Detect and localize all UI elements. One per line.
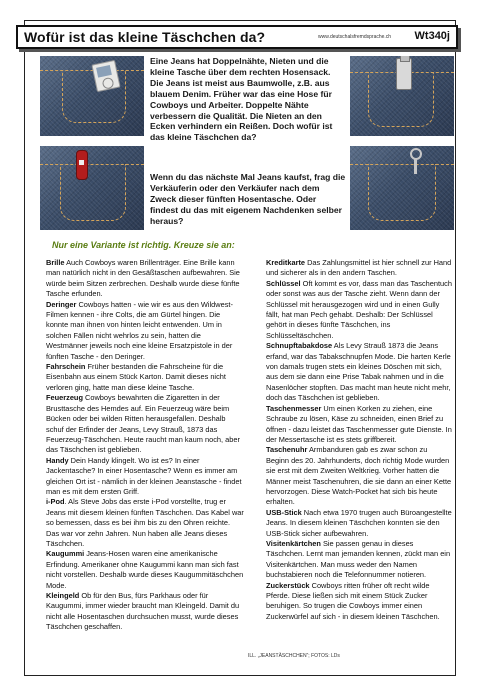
answer-option[interactable] [266,404,452,446]
option-text: Cowboys ritten früher oft recht wilde Pferde. Diese ließen sich mit einem Stück Zucker beruhigen. So trugen die Cowboys immer einen Zuckerwürfel auf sich - in diesem kleinen Täschchen. [266,580,440,621]
image-credit: ILL. „JEANSTÄSCHCHEN“; FOTOS: LDs [248,653,340,659]
answer-option[interactable] [46,456,244,498]
worksheet-code: Wt340j [414,30,450,42]
option-text: Armbanduren gab es zwar schon zu Beginn des 20. Jahrhunderts, doch richtig Mode wurden sie erst mit dem Zweiten Weltkrieg. Vorher hatten die Männer meist Taschenuhren, die sie dann an einer Kette hervorzogen. Diese Watch-Pocket hat sich bis heute erhalten. [266,445,452,507]
option-term: Schnupftabakdose [266,341,333,351]
jeans-pocket-with-keys-photo [350,146,454,230]
answer-option[interactable] [46,549,244,591]
option-term: USB-Stick [266,507,302,517]
intro-paragraph-2: Wenn du das nächste Mal Jeans kaufst, frag die Verkäuferin oder den Verkäufer nach dem Zweck dieser fünften Hosentasche. Oder findest du das mit eigenem Nachdenken selber heraus? [150,172,346,226]
answer-option[interactable] [46,362,244,393]
instruction: Nur eine Variante ist richtig. Kreuze sie an: [52,240,235,250]
option-term: Kreditkarte [266,258,306,267]
option-term: Handy [46,455,69,465]
option-term: i-Pod [46,497,65,507]
pocketknife-icon [76,150,88,180]
option-term: Kleingeld [46,591,80,600]
option-text: Jeans-Hosen waren eine amerikanische Erfindung. Amerikaner ohne Kaugummi kann man sich fast nicht vorstellen. Deshalb wurde dieses Kaugummitäschchen Mode. [46,549,244,590]
answer-option[interactable] [46,393,244,455]
answer-option[interactable] [266,445,452,507]
jeans-pocket-with-ipod-photo [40,56,144,136]
option-text: Früher bestanden die Fahrscheine für die Eisenbahn aus einem Stück Karton. Damit dieses nicht verloren ging, hatte man diese kleine Tasche. [46,362,226,392]
usb-stick-icon [396,58,412,90]
option-term: Brille [46,258,65,267]
option-term: Zuckerstück [266,580,310,590]
option-text: Um einen Korken zu ziehen, eine Schraube zu lösen, Käse zu schneiden, einen Brief zu öffnen - dazu leistet das Taschenmesser gute Dienste. In der Messertasche ist es stets griffbereit. [266,403,452,444]
option-text: . Als Steve Jobs das erste i-Pod vorstellte, trug er Jeans mit diesem kleinen fünften Täschchen. Das Kabel war so bemessen, dass es bei ihm bis zu den Ohren reichte. Das war vor zehn Jahren. Nun haben alle Jeans dieses Täschchen. [46,497,244,548]
option-text: Dein Handy klingelt. Wo ist es? In einer Jackentasche? In einer Hosentasche? Wenn es immer am gleichen Ort ist - nämlich in der kleinen Jeanstasche - findet man es mit dem ersten Griff. [46,455,242,496]
option-term: Deringer [46,299,77,309]
option-term: Fahrschein [46,362,86,372]
option-text: Als Levy Strauß 1873 die Jeans erfand, war das Tabakschnupfen Mode. Die harten Kerle von damals trugen stets ein kleines Döschen mit sich, aus dem sie dann eine Prise Tabak nahmen und in die Nasenlöcher stopften. Das macht man heute nicht mehr, doch das Täschchen ist geblieben. [266,341,451,403]
jeans-pocket-with-pocketknife-photo [40,146,144,230]
answer-option[interactable] [266,258,452,279]
worksheet-header [16,25,458,49]
options-right-column [266,258,452,622]
answer-option[interactable] [266,581,452,623]
option-term: Taschenmesser [266,403,322,413]
option-term: Schlüssel [266,278,301,288]
option-term: Taschenuhr [266,445,308,455]
answer-option[interactable] [266,279,452,341]
answer-option[interactable] [46,497,244,549]
option-text: Nach etwa 1970 trugen auch Büroangestellte Jeans. In diesem kleinen Täschchen konnten sie den USB-Stick sicher aufbewahren. [266,507,452,538]
option-term: Visitenkärtchen [266,538,321,548]
option-text: Cowboys bewahrten die Zigaretten in der Brusttasche des Hemdes auf. Ein Feuerzeug wäre beim Bücken oder bei wilden Ritten herausgefallen. Deshalb schuf der Erfinder der Jeans, Levy Strauß, 1873 das Feuerzeug-Täschchen. Heute raucht man kaum noch, aber das Täschchen ist geblieben. [46,393,240,455]
answer-option[interactable] [266,341,452,403]
option-text: Cowboys hatten - wie wir es aus den Wildwest-Filmen kennen - ihre Colts, die am Gürtel hingen. Die konnte man ihnen von hinten leicht entwenden. Um in solchen Fällen nicht wehrlos zu sein, hatten die Westmänner jeweils noch eine kleine Ersatzpistole in der fünften Tasche - den Deringer. [46,299,233,361]
answer-option[interactable] [46,591,244,633]
intro-paragraph-1: Eine Jeans hat Doppelnähte, Nieten und die kleine Tasche über dem rechten Hosensack. Die Jeans ist meist aus Baumwolle, z.B. aus blauem Denim. Früher war das eine Hose für Cowboys und Arbeiter. Doppelte Nähte verbessern die Qualität. Die Nieten an den Ecken verhindern ein Reißen. Doch wofür ist das kleine Täschchen da? [150,56,333,143]
answer-option[interactable] [266,539,452,581]
option-term: Feuerzeug [46,393,83,403]
option-term: Kaugummi [46,549,85,559]
keys-icon [410,148,420,174]
answer-option[interactable] [46,258,244,300]
answer-option[interactable] [46,300,244,362]
options-left-column [46,258,244,633]
option-text: Das Zahlungsmittel ist hier schnell zur Hand und sicherer als in den andern Taschen. [266,258,452,278]
answer-option[interactable] [266,508,452,539]
option-text: Ob für den Bus, fürs Parkhaus oder für Kaugummi, immer wieder braucht man Kleingeld. Damit du nicht alle Hosentaschen durchsuchen musst, wurde dieses Täschchen geschaffen. [46,591,240,632]
website-url: www.deutschalsfremdsprache.ch [318,34,392,40]
jeans-pocket-with-usb-stick-photo [350,56,454,136]
page-title: Wofür ist das kleine Täschchen da? [24,29,266,45]
option-text: Auch Cowboys waren Brillenträger. Eine Brille kann man natürlich nicht in den Gesäßtaschen aufbewahren. Sie würde beim Sitzen zerbrechen. Deshalb wurde diese fünfte Tasche erfunden. [46,258,240,299]
option-text: Oft kommt es vor, dass man das Taschentuch oder sonst was aus der Tasche zieht. Wenn dann der Schlüssel mit herausgezogen wird und in einen Gully fällt, hat man Pech gehabt. Deshalb: Der Schlüssel gehört in dieses fünfte Täschchen, ins Schlüsseltäschchen. [266,278,452,340]
option-text: Sie passen genau in dieses Täschchen. Lernt man jemanden kennen, zückt man ein Visitenkärtchen. Man muss weder den Namen buchstabieren noch die Telefonnummer notieren. [266,538,451,580]
